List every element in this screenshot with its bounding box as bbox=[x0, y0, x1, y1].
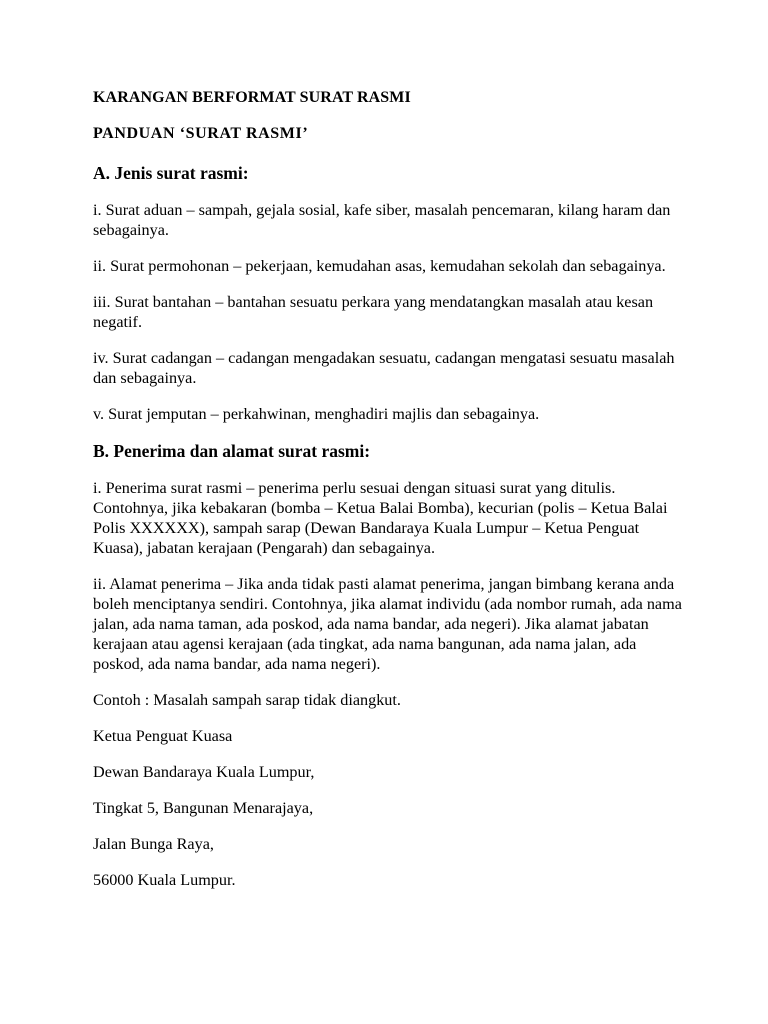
address-line: Tingkat 5, Bangunan Menarajaya, bbox=[93, 799, 314, 817]
document-subtitle: PANDUAN ‘SURAT RASMI’ bbox=[93, 125, 309, 142]
address-line: 56000 Kuala Lumpur. bbox=[93, 871, 236, 889]
example-intro: Contoh : Masalah sampah sarap tidak diangkut. bbox=[93, 691, 401, 709]
section-b-heading: B. Penerima dan alamat surat rasmi: bbox=[93, 441, 371, 461]
section-b bbox=[93, 440, 683, 674]
example-block bbox=[93, 690, 683, 890]
address-line: Ketua Penguat Kuasa bbox=[93, 727, 233, 745]
section-a-item: iv. Surat cadangan – cadangan mengadakan sesuatu, cadangan mengatasi sesuatu masalah dan sebagainya. bbox=[93, 349, 675, 387]
document-title: KARANGAN BERFORMAT SURAT RASMI bbox=[93, 89, 411, 106]
section-a-item: v. Surat jemputan – perkahwinan, menghadiri majlis dan sebagainya. bbox=[93, 405, 540, 423]
section-b-item: i. Penerima surat rasmi – penerima perlu sesuai dengan situasi surat yang ditulis. Contohnya, jika kebakaran (bomba – Ketua Balai Bomba), kecurian (polis – Ketua Balai Polis XXXXXX), sampah sarap (Dewan Bandaraya Kuala Lumpur – Ketua Penguat Kuasa), jabatan kerajaan (Pengarah) dan sebagainya. bbox=[93, 479, 668, 557]
section-a-item: i. Surat aduan – sampah, gejala sosial, kafe siber, masalah pencemaran, kilang haram dan sebagainya. bbox=[93, 201, 671, 239]
section-b-item: ii. Alamat penerima – Jika anda tidak pasti alamat penerima, jangan bimbang kerana anda boleh menciptanya sendiri. Contohnya, jika alamat individu (ada nombor rumah, ada nama jalan, ada nama taman, ada poskod, ada nama bandar, ada negeri). Jika alamat jabatan kerajaan atau agensi kerajaan (ada tingkat, ada nama bangunan, ada nama jalan, ada poskod, ada nama bandar, ada nama negeri). bbox=[93, 575, 682, 673]
section-a bbox=[93, 162, 683, 424]
document-page bbox=[93, 88, 683, 906]
section-a-item: ii. Surat permohonan – pekerjaan, kemudahan asas, kemudahan sekolah dan sebagainya. bbox=[93, 257, 666, 275]
address-line: Jalan Bunga Raya, bbox=[93, 835, 214, 853]
address-line: Dewan Bandaraya Kuala Lumpur, bbox=[93, 763, 315, 781]
section-a-item: iii. Surat bantahan – bantahan sesuatu perkara yang mendatangkan masalah atau kesan negatif. bbox=[93, 293, 654, 331]
section-a-heading: A. Jenis surat rasmi: bbox=[93, 163, 249, 183]
